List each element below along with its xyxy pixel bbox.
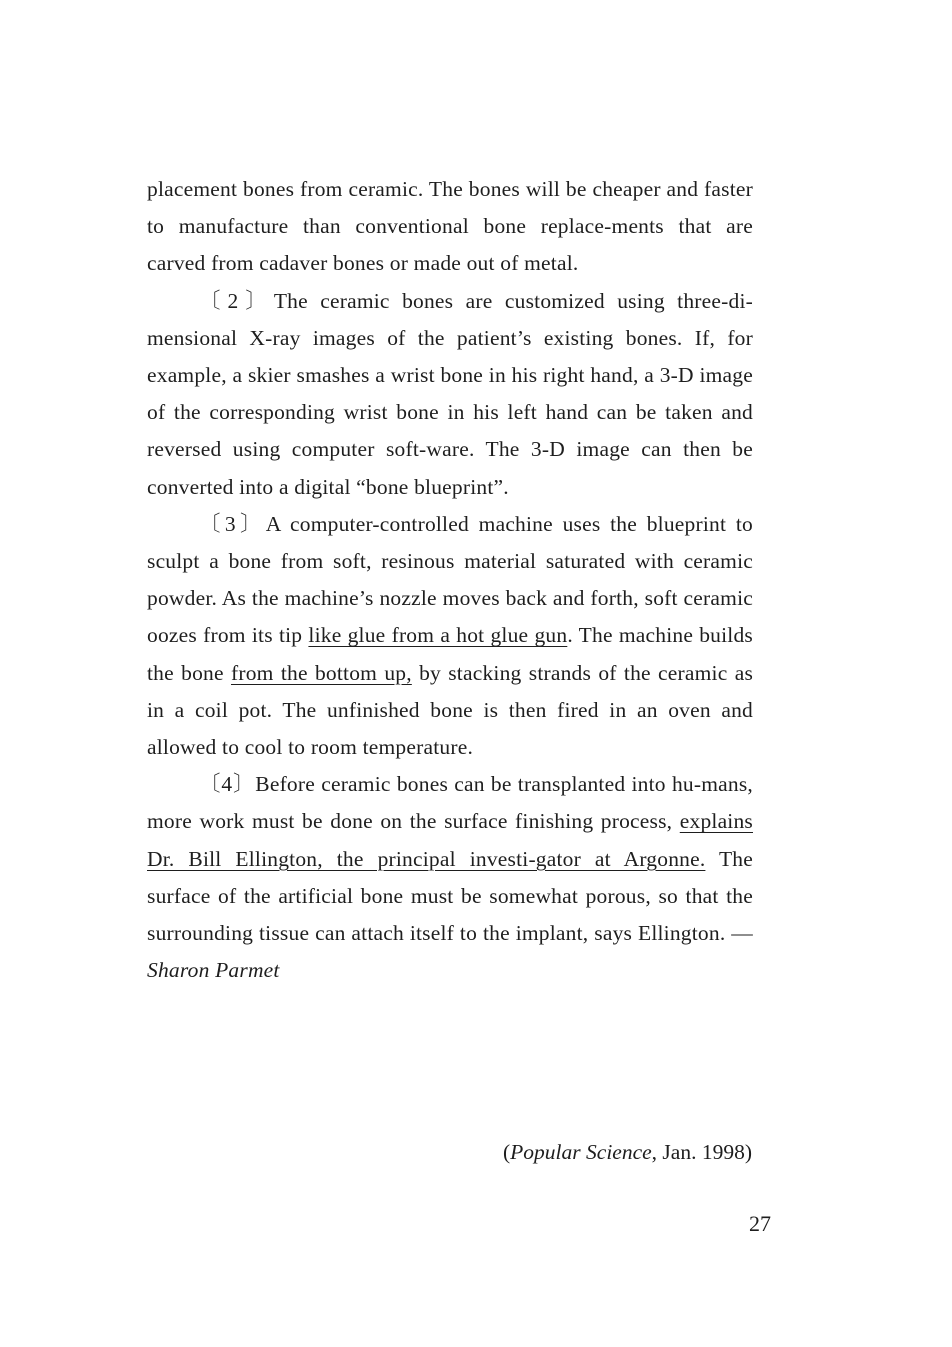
- source-publication: Popular Science: [510, 1140, 652, 1164]
- paragraph-text: . The machine builds the bone: [147, 623, 753, 685]
- underlined-phrase: from the bottom up,: [230, 660, 412, 685]
- paragraph-p3: [147, 506, 753, 766]
- paragraph-text: The surface of the artificial bone must be somewhat porous, so that the surrounding tissue can attach itself to the implant, says Ellington. —: [147, 846, 753, 946]
- source-citation: [503, 1134, 752, 1171]
- paragraph-text: by stacking strands of the ceramic as in a coil pot. The unfinished bone is then fired in an oven and allowed to cool to room temperature.: [147, 660, 754, 760]
- paragraph-p4: [147, 766, 753, 989]
- source-open-paren: (: [503, 1140, 511, 1164]
- paragraph-text: 〔2〕The ceramic bones are customized using three-di-mensional X-ray images of the patient’s existing bones. If, for example, a skier smashes a wrist bone in his right hand, a 3-D image of the corresponding wrist bone in his left hand can be taken and reversed using computer soft-ware. The 3-D image can then be converted into a digital “bone blueprint”.: [147, 288, 753, 499]
- underlined-phrase: like glue from a hot glue gun: [308, 623, 568, 648]
- paragraph-p0: [147, 171, 753, 283]
- source-date: , Jan. 1998): [651, 1140, 752, 1164]
- author-name: Sharon Parmet: [147, 958, 280, 983]
- page-number: 27: [749, 1211, 771, 1236]
- underlined-phrase: explains Dr. Bill Ellington, the principal investi-gator at Argonne.: [147, 809, 753, 871]
- article-body: [147, 171, 753, 989]
- paragraph-text: 〔4〕Before ceramic bones can be transplanted into hu-mans, more work must be done on the surface finishing process,: [147, 772, 753, 834]
- paragraph-p2: [147, 283, 753, 506]
- paragraph-text: 〔3〕A computer-controlled machine uses the blueprint to sculpt a bone from soft, resinous material saturated with ceramic powder. As the machine’s nozzle moves back and forth, soft ceramic oozes from its tip: [147, 511, 753, 648]
- paragraph-text: placement bones from ceramic. The bones will be cheaper and faster to manufacture than conventional bone replace-ments that are carved from cadaver bones or made out of metal.: [147, 177, 753, 276]
